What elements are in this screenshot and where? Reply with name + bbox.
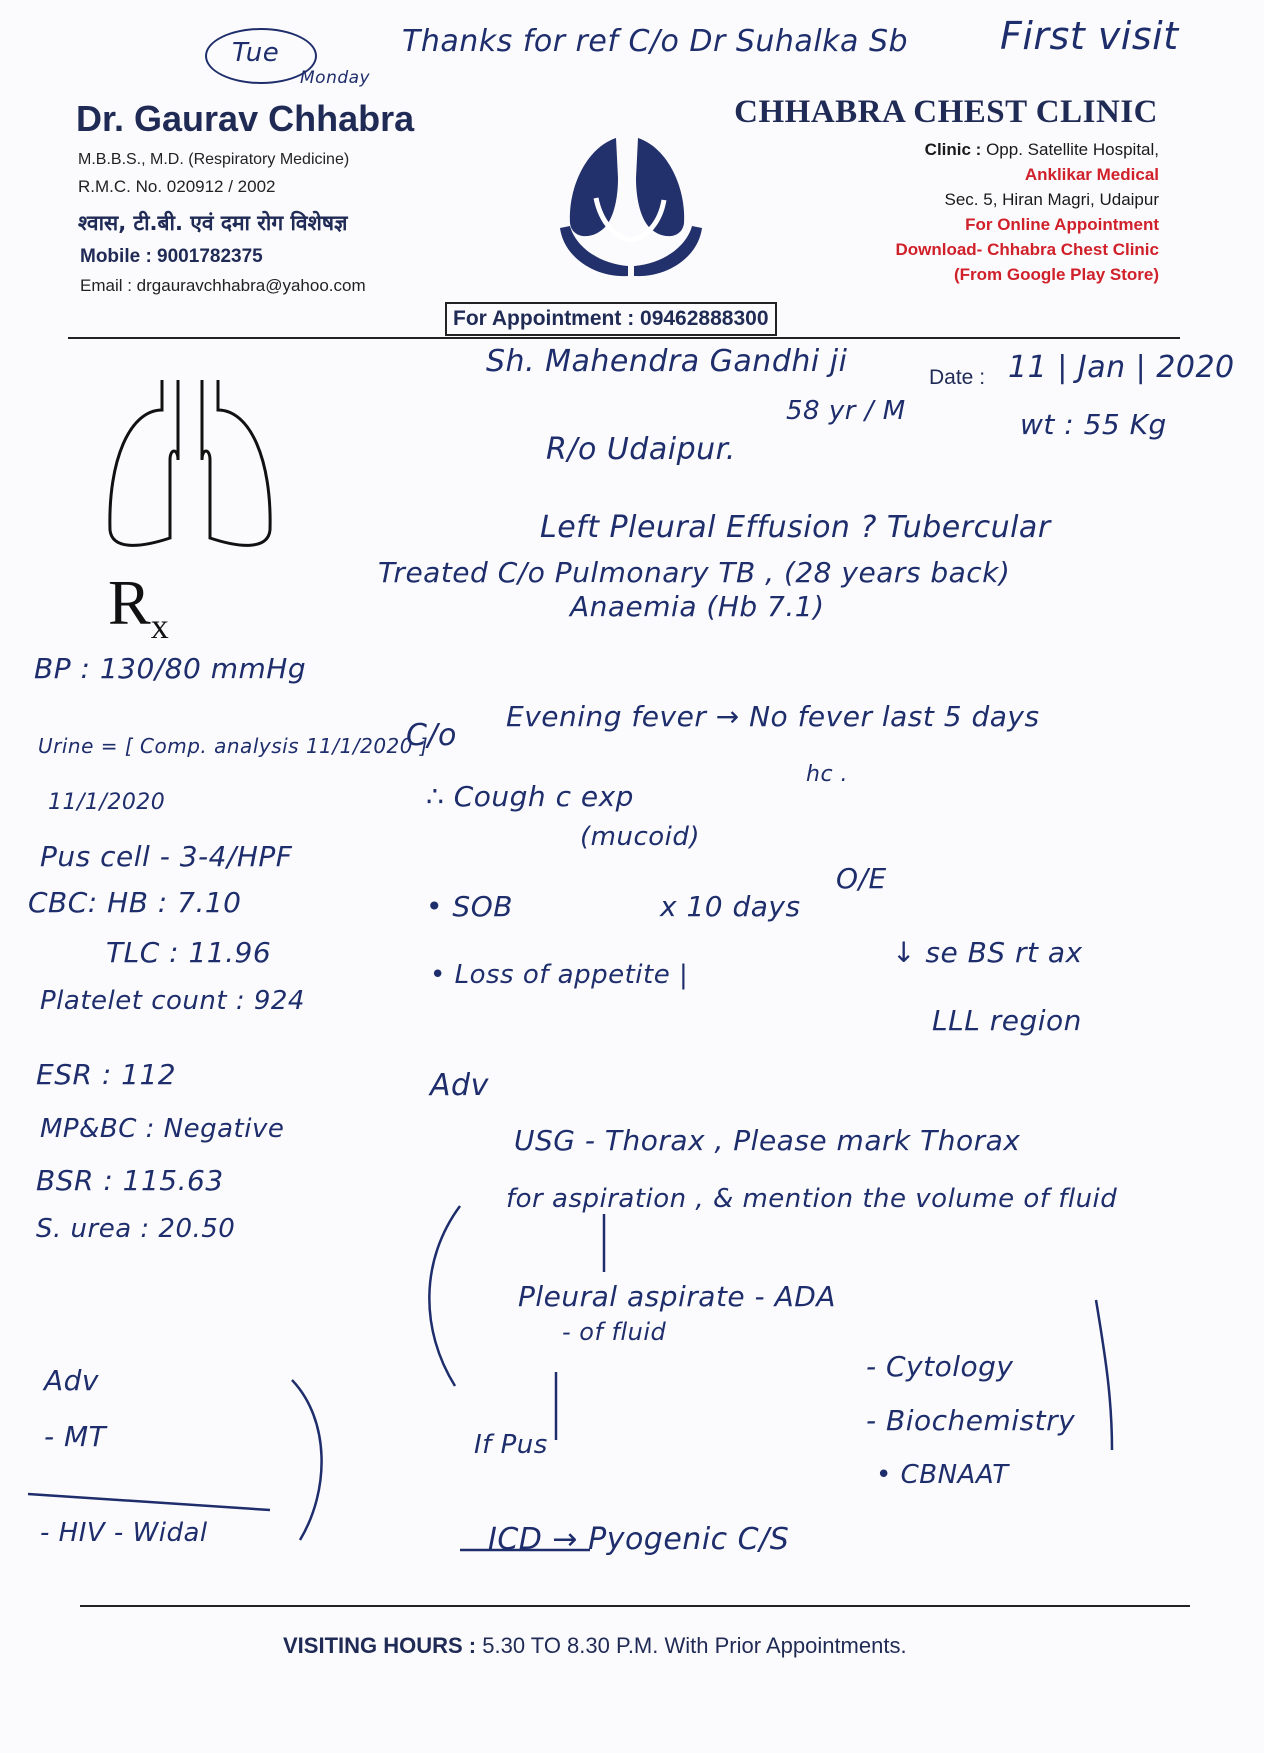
doctor-speciality-hindi: श्वास, टी.बी. एवं दमा रोग विशेषज्ञ [78,211,348,235]
visiting-hours-label: VISITING HOURS : [283,1633,477,1658]
examination-lll: LLL region [932,1004,1082,1037]
online-appointment: For Online Appointment [965,215,1159,234]
vital-esr: ESR : 112 [36,1058,177,1091]
complaint-sob-days: x 10 days [660,890,801,923]
advice-cytology: - Cytology [866,1350,1014,1383]
diagnosis-line2: Treated C/o Pulmonary TB , (28 years back) [378,556,1011,589]
visit-date: 11 | Jan | 2020 [1008,350,1235,385]
advice-usg: USG - Thorax , Please mark Thorax [514,1124,1021,1157]
visit-note: First visit [1000,14,1179,58]
left-advice-label: Adv [44,1364,99,1397]
doctor-mobile: Mobile : 9001782375 [80,246,263,267]
advice-pleural: Pleural aspirate - ADA [518,1280,836,1313]
opd-note: Tue [232,38,280,68]
advice-cbnaat: • CBNAAT [876,1460,1009,1490]
patient-name: Sh. Mahendra Gandhi ji [486,344,848,379]
clinic-address1: Opp. Satellite Hospital, [986,140,1159,159]
advice-if-pus: If Pus [474,1430,548,1460]
complaint-sob: • SOB [426,890,513,923]
patient-residence: R/o Udaipur. [546,432,736,467]
vital-bp: BP : 130/80 mmHg [34,652,307,685]
rx-subscript: x [150,605,169,646]
footer-divider [80,1605,1190,1607]
complaint-cough: ∴ Cough c exp [426,780,634,813]
doctor-qualification: M.B.B.S., M.D. (Respiratory Medicine) [78,151,350,168]
online-download: Download- Chhabra Chest Clinic [895,240,1159,259]
patient-weight: wt : 55 Kg [1020,408,1167,441]
doctor-rmc: R.M.C. No. 020912 / 2002 [78,177,276,196]
examination-bs: ↓ se BS rt ax [892,936,1083,969]
date-label: Date : [929,366,986,389]
left-advice-hiv: - HIV - Widal [40,1518,208,1548]
clinic-label: Clinic : [924,140,982,159]
clinic-address2: Anklikar Medical [1024,165,1159,184]
clinic-name: CHHABRA CHEST CLINIC [734,94,1158,130]
doctor-name: Dr. Gaurav Chhabra [76,98,415,139]
complaint-appetite: • Loss of appetite | [430,960,689,990]
visiting-hours [283,1633,907,1659]
advice-icd: ICD → Pyogenic C/S [488,1522,790,1557]
left-advice-mt: - MT [44,1420,107,1453]
vital-tlc: TLC : 11.96 [106,936,272,969]
advice-biochem: - Biochemistry [866,1404,1076,1437]
visiting-hours-text: 5.30 TO 8.30 P.M. With Prior Appointments. [482,1633,907,1658]
complaint-mucoid: (mucoid) [580,822,701,852]
referral-day: Monday [300,68,371,88]
clinic-address3: Sec. 5, Hiran Magri, Udaipur [944,190,1159,209]
rx-letter: R [108,567,151,638]
advice-aspiration: for aspiration , & mention the volume of fluid [506,1184,1118,1214]
referral-note: Thanks for ref C/o Dr Suhalka Sb [402,24,909,59]
vital-bsr: BSR : 115.63 [36,1164,224,1197]
vital-pus-cell: Pus cell - 3-4/HPF [40,840,293,873]
appointment-box: For Appointment : 09462888300 [445,302,777,336]
online-store: (From Google Play Store) [954,265,1159,284]
examination-oe: O/E [836,862,887,895]
vital-urea: S. urea : 20.50 [36,1214,236,1244]
vital-mp: MP&BC : Negative [40,1114,285,1144]
vital-platelet: Platelet count : 924 [40,986,305,1016]
diagnosis-line3: Anaemia (Hb 7.1) [570,590,825,623]
complaints-co: C/o [406,718,457,753]
diagnosis-line1: Left Pleural Effusion ? Tubercular [540,510,1051,545]
complaint-hc: hc . [806,762,849,787]
complaint-fever: Evening fever → No fever last 5 days [506,700,1040,733]
advice-label: Adv [430,1068,489,1103]
patient-age-sex: 58 yr / M [786,396,906,426]
vital-urine-date: 11/1/2020 [48,790,166,815]
vital-cbc-hb: CBC: HB : 7.10 [28,886,242,919]
doctor-email: Email : drgauravchhabra@yahoo.com [80,276,366,295]
vital-urine: Urine = [ Comp. analysis 11/1/2020 ] [38,734,429,758]
advice-of-fluid: - of fluid [562,1318,667,1346]
